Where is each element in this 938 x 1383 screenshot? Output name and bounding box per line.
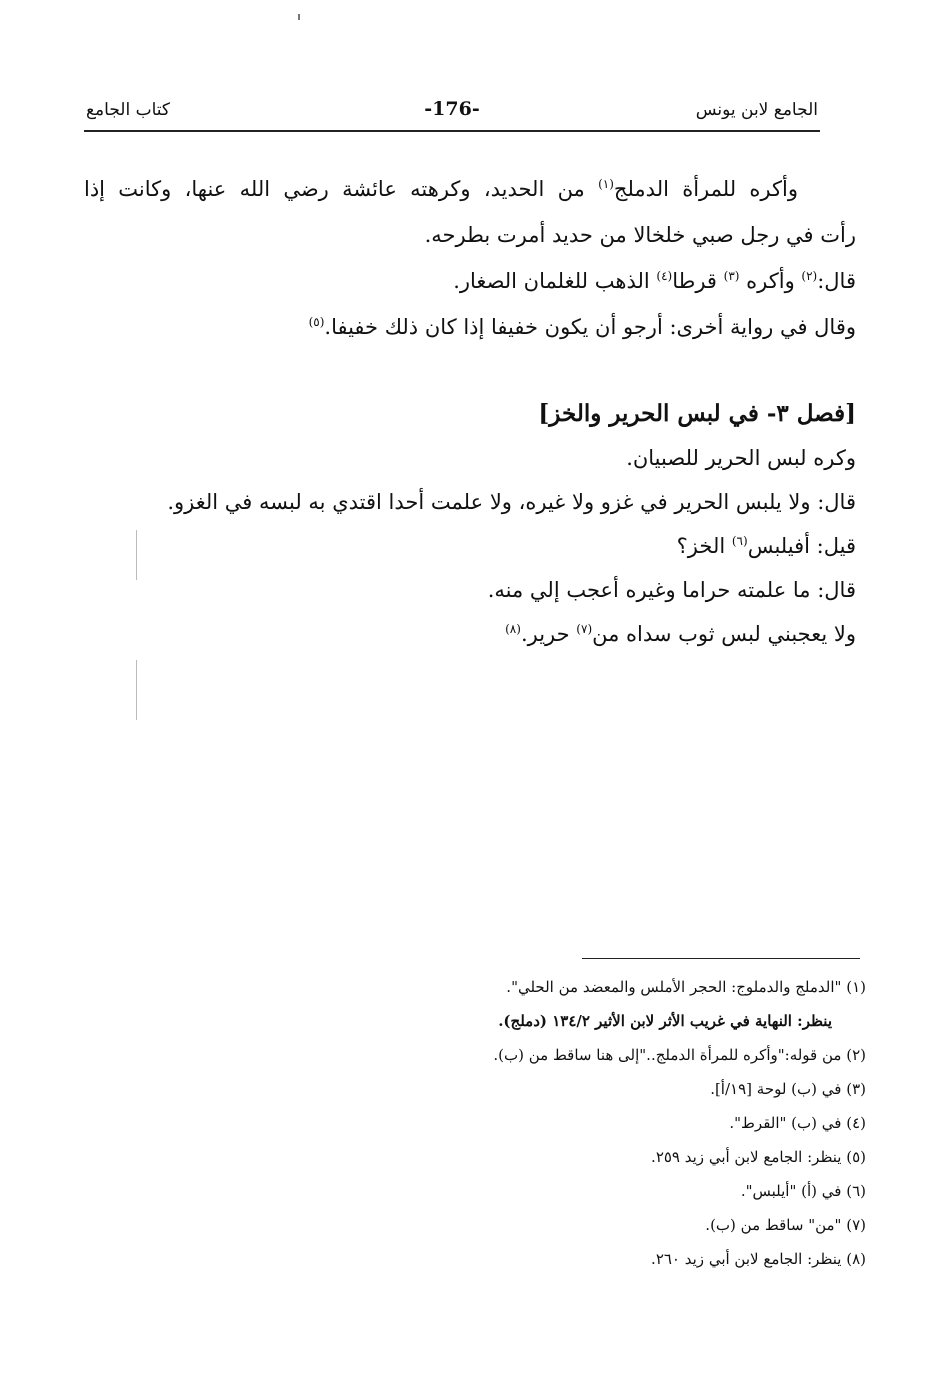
footnote-separator [582,958,860,959]
text-line [84,166,856,212]
footnote-item: ينظر: النهاية في غريب الأثر لابن الأثير ١٣٤/٢ (دملج). [498,1012,832,1030]
footnote-ref: (٦) [731,534,748,548]
footnote-item: (٢) من قوله:"وأكره للمرأة الدملج.."إلى هنا ساقط من (ب). [493,1046,866,1064]
header-book-title: الجامع لابن يونس [695,100,818,120]
text-segment: وأكره للمرأة الدملج [613,177,798,201]
text-line [84,612,856,656]
text-segment: الخز؟ [676,534,732,558]
text-segment: وقال في رواية أخرى: أرجو أن يكون خفيفا إذا كان ذلك خفيفا. [324,315,856,339]
scan-mark [136,530,137,580]
text-segment: حرير. [520,622,577,646]
footnote-ref: (٧) [576,622,593,636]
footnote-item: (٨) ينظر: الجامع لابن أبي زيد ٢٦٠. [651,1250,866,1268]
text-segment: الذهب للغلمان الصغار. [453,269,657,293]
text-segment: قرطا [672,269,724,293]
text-line [84,258,856,304]
text-segment: من الحديد، وكرهته عائشة رضي الله عنها، وكانت إذا [84,177,599,201]
footnote-item: (٥) ينظر: الجامع لابن أبي زيد ٢٥٩. [651,1148,866,1166]
footnotes-block [300,970,866,1276]
scan-speck [298,14,300,20]
footnote-item: (٣) في (ب) لوحة [١٩/أ]. [710,1080,866,1098]
text-segment: وأكره [739,269,802,293]
text-segment: ولا يعجبني لبس ثوب سداه من [592,622,856,646]
page-number: -176- [424,98,480,120]
section-title: [فصل ٣- في لبس الحرير والخز] [538,400,856,427]
footnote-item: (٦) في (أ) "أيلبس". [740,1182,866,1200]
footnote-ref: (٣) [723,269,740,283]
footnote-ref: (١) [598,177,614,191]
footnote-ref: (٨) [505,622,521,636]
text-line: قال: ولا يلبس الحرير في غزو ولا غيره، ولا علمت أحدا اقتدي به لبسه في الغزو. [167,490,856,514]
scan-mark [136,660,137,720]
page-header [84,96,820,132]
footnote-ref: (٢) [801,269,818,283]
text-line: رأت في رجل صبي خلخالا من حديد أمرت بطرحه. [424,223,856,247]
footnote-item: (١) "الدملج والدملوج: الحجر الأملس والمعضد من الحلي". [506,978,866,996]
text-line: قال: ما علمته حراما وغيره أعجب إلي منه. [487,578,856,602]
footnote-item: (٧) "من" ساقط من (ب). [705,1216,866,1234]
text-line: وكره لبس الحرير للصبيان. [626,446,856,470]
main-text [84,166,856,350]
text-segment: قال: [817,269,856,293]
text-segment: قيل: أفيلبس [747,534,856,558]
footnote-item: (٤) في (ب) "القرط". [729,1114,866,1132]
section-block [84,392,856,656]
footnote-ref: (٥) [308,315,325,329]
text-line [84,304,856,350]
text-line [84,524,856,568]
header-chapter-title: كتاب الجامع [86,100,171,120]
footnote-ref: (٤) [656,269,673,283]
